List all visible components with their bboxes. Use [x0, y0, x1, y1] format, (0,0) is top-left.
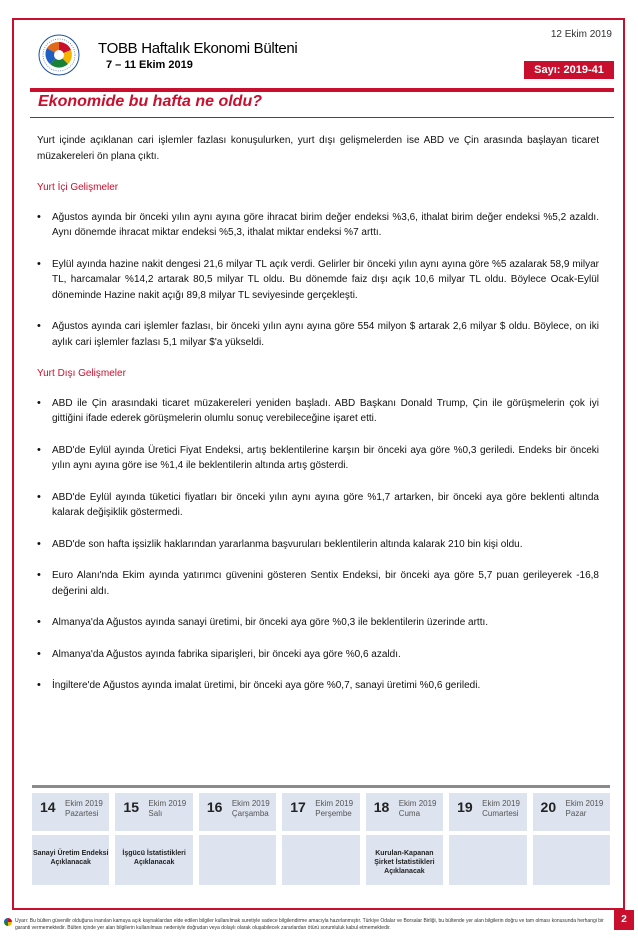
list-item: • Eylül ayında hazine nakit dengesi 21,6 milyar TL açık verdi. Gelirler bir önceki yılın aynı ayına göre %5 azalarak 58,9 milyar TL, harcamalar %14,2 artarak 80,5 milyar TL oldu. Bu dönemde faiz dışı açık 10,6 milyar TL oldu. Böylece Ocak-Eylül döneminde Hazine nakit açığı 89,8 milyar TL seviyesinde gerçekleşti. — [37, 257, 599, 304]
calendar-day — [32, 793, 109, 831]
calendar-event: Sanayi Üretim Endeksi Açıklanacak — [32, 835, 109, 885]
footer-disclaimer — [4, 918, 604, 932]
page-number: 2 — [614, 910, 634, 930]
list-item: • ABD'de son hafta işsizlik haklarından yararlanma başvuruları beklentilerin altında kalarak 210 bin kişi oldu. — [37, 537, 599, 553]
foreign-list — [37, 396, 599, 694]
bulletin-date: 12 Ekim 2019 — [550, 29, 612, 40]
calendar-events-row — [32, 835, 610, 885]
calendar-day — [533, 793, 610, 831]
section-title: Ekonomide bu hafta ne oldu? — [38, 93, 262, 110]
day-number: 18 — [373, 799, 390, 815]
calendar-day — [449, 793, 526, 831]
calendar-event — [282, 835, 359, 885]
issue-badge: Sayı: 2019-41 — [524, 61, 614, 79]
day-number: 16 — [206, 799, 223, 815]
list-item: • Almanya'da Ağustos ayında sanayi üretimi, bir önceki aya göre %0,3 ile beklentilerin üzerinde arttı. — [37, 615, 599, 631]
weekly-calendar — [32, 785, 610, 885]
header-divider — [30, 88, 614, 92]
calendar-day — [366, 793, 443, 831]
day-weekday: Salı — [148, 809, 163, 818]
day-number: 20 — [540, 799, 557, 815]
day-weekday: Çarşamba — [231, 809, 269, 818]
main-content — [37, 133, 599, 710]
calendar-header-row — [32, 793, 610, 831]
bulletin-title: TOBB Haftalık Ekonomi Bülteni — [98, 40, 298, 57]
day-number: 14 — [40, 799, 56, 815]
day-month: Ekim 2019 — [315, 799, 354, 808]
calendar-day — [115, 793, 192, 831]
title-block — [98, 40, 297, 71]
list-item: • Euro Alanı'nda Ekim ayında yatırımcı güvenini gösteren Sentix Endeksi, bir önceki aya göre 5,7 puan gerileyerek -16,8 değerini aldı. — [37, 568, 599, 599]
list-item: • Ağustos ayında cari işlemler fazlası, bir önceki yılın aynı ayına göre 554 milyon $ artarak 2,6 milyar $ oldu. Böylece, on iki aylık cari işlemler fazlası 5,1 milyar $'a yükseldi. — [37, 319, 599, 350]
list-item: • Almanya'da Ağustos ayında fabrika siparişleri, bir önceki aya göre %0,6 azaldı. — [37, 647, 599, 663]
day-month: Ekim 2019 — [398, 799, 437, 808]
day-weekday: Pazar — [565, 809, 587, 818]
domestic-list — [37, 210, 599, 351]
list-item: • ABD'de Eylül ayında Üretici Fiyat Endeksi, artış beklentilerine karşın bir önceki aya göre %0,3 geriledi. Endeks bir önceki yılın aynı ayına göre ise %1,4 ile beklentilerin altında artış gösterdi. — [37, 443, 599, 474]
calendar-event: Kurulan-Kapanan Şirket İstatistikleri Açıklanacak — [366, 835, 443, 885]
list-item: • ABD'de Eylül ayında tüketici fiyatları bir önceki yılın aynı ayına göre %1,7 artarken, bir önceki aya göre beklenti altında kalarak değişiklik göstermedi. — [37, 490, 599, 521]
list-item: • ABD ile Çin arasındaki ticaret müzakereleri yeniden başladı. ABD Başkanı Donald Trump, Çin ile görüşmelerin çok iyi gittiğini ifade ederek görüşmelerin olumlu sonuç verebileceğine işaret etti. — [37, 396, 599, 427]
day-month: Ekim 2019 — [565, 799, 604, 808]
calendar-event — [199, 835, 276, 885]
domestic-heading: Yurt İçi Gelişmeler — [37, 182, 119, 193]
calendar-event — [449, 835, 526, 885]
calendar-event — [533, 835, 610, 885]
day-weekday: Cumartesi — [482, 809, 519, 818]
day-weekday: Perşembe — [315, 809, 352, 818]
day-month: Ekim 2019 — [148, 799, 187, 808]
foreign-heading: Yurt Dışı Gelişmeler — [37, 368, 126, 379]
day-month: Ekim 2019 — [65, 799, 103, 808]
day-weekday: Pazartesi — [65, 809, 99, 818]
tobb-mini-logo-icon — [4, 918, 12, 926]
day-number: 17 — [290, 799, 306, 815]
day-number: 19 — [457, 799, 473, 815]
day-month: Ekim 2019 — [482, 799, 520, 808]
disclaimer-text: Uyarı: Bu bülten güvenilir olduğuna inanılan kamuya açık kaynaklardan elde edilen bilgiler kullanılmak suretiyle sadece bilgilendirme amacıyla hazırlanmıştır. Türkiye Odalar ve Borsalar Birliği, bu bültende yer alan bilgilerin doğru ve tam olması konusunda herhangi bir garanti vermemektedir. Bülten içinde yer alan bilgilerin kullanılması nedeniyle doğrudan veya dolaylı olarak oluşabilecek zararlardan ötürü sorumluluk kabul etmemektedir. — [15, 918, 604, 931]
day-number: 15 — [123, 799, 139, 815]
day-weekday: Cuma — [398, 809, 421, 818]
intro-paragraph: Yurt içinde açıklanan cari işlemler fazlası konuşulurken, yurt dışı gelişmelerden ise ABD ve Çin arasında başlayan ticaret müzakereleri ön plana çıktı. — [37, 135, 599, 162]
list-item: • İngiltere'de Ağustos ayında imalat üretimi, bir önceki aya göre %0,7, sanayi üretimi %0,6 geriledi. — [37, 678, 599, 694]
week-range: 7 – 11 Ekim 2019 — [106, 59, 193, 71]
day-month: Ekim 2019 — [231, 799, 270, 808]
tobb-logo — [37, 33, 81, 77]
calendar-day — [199, 793, 276, 831]
calendar-day — [282, 793, 359, 831]
calendar-event: İşgücü İstatistikleri Açıklanacak — [115, 835, 192, 885]
list-item: • Ağustos ayında bir önceki yılın aynı ayına göre ihracat birim değer endeksi %3,6, ithalat birim değer endeksi %5,2 azaldı. Aynı dönemde ihracat miktar endeksi %5,3, ithalat miktar endeksi %7 arttı. — [37, 210, 599, 241]
section-divider — [30, 117, 614, 118]
